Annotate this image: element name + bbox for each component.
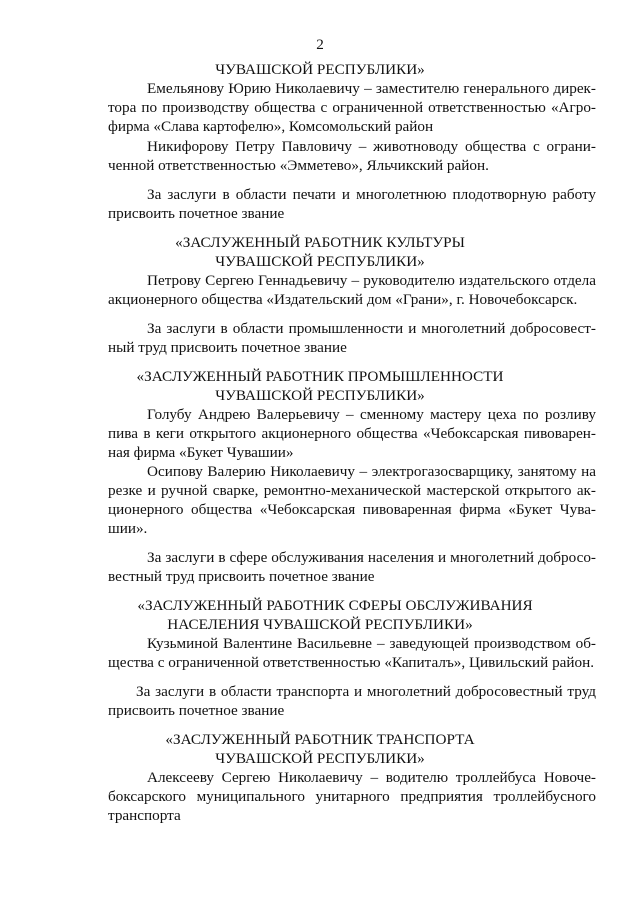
entry-line: Осипову Валерию Николаевичу – электрогазосварщику, занятому на (147, 463, 596, 480)
heading-line: ЧУВАШСКОЙ РЕСПУБЛИКИ» (215, 253, 425, 270)
intro-line: вестный труд присвоить почетное звание (108, 568, 375, 585)
heading-line: «ЗАСЛУЖЕННЫЙ РАБОТНИК СФЕРЫ ОБСЛУЖИВАНИЯ (137, 597, 533, 614)
heading-line: ЧУВАШСКОЙ РЕСПУБЛИКИ» (215, 750, 425, 767)
entry-line: транспорта (108, 807, 181, 824)
page-number: 2 (316, 36, 324, 53)
entry-line: Емельянову Юрию Николаевичу – заместителю генерального дирек- (147, 80, 596, 97)
entry-line: Никифорову Петру Павловичу – животноводу общества с ограни- (147, 138, 596, 155)
heading-line: «ЗАСЛУЖЕННЫЙ РАБОТНИК КУЛЬТУРЫ (175, 234, 465, 251)
heading-line: ЧУВАШСКОЙ РЕСПУБЛИКИ» (215, 387, 425, 404)
intro-line: За заслуги в области промышленности и многолетний добросовест- (147, 320, 596, 337)
entry-line: фирма «Слава картофелю», Комсомольский район (108, 118, 434, 135)
heading-line: ЧУВАШСКОЙ РЕСПУБЛИКИ» (215, 61, 425, 78)
heading-line: НАСЕЛЕНИЯ ЧУВАШСКОЙ РЕСПУБЛИКИ» (167, 616, 473, 633)
intro-line: ный труд присвоить почетное звание (108, 339, 347, 356)
entry-line: шии». (108, 520, 148, 537)
entry-line: щества с ограниченной ответственностью «Капиталъ», Цивильский район. (108, 654, 595, 671)
entry-line: ченной ответственностью «Эмметево», Яльчикский район. (108, 157, 489, 174)
entry-line: ная фирма «Букет Чувашии» (108, 444, 294, 461)
intro-line: За заслуги в области печати и многолетнюю плодотворную работу (147, 186, 596, 203)
entry-line: Голубу Андрею Валерьевичу – сменному мастеру цеха по розливу (147, 406, 596, 423)
entry-line: Петрову Сергею Геннадьевичу – руководителю издательского отдела (147, 272, 596, 289)
intro-line: присвоить почетное звание (108, 702, 285, 719)
intro-line: За заслуги в сфере обслуживания населения и многолетний добросо- (147, 549, 596, 566)
intro-line: За заслуги в области транспорта и многолетний добросовестный труд (136, 683, 596, 700)
heading-line: «ЗАСЛУЖЕННЫЙ РАБОТНИК ПРОМЫШЛЕННОСТИ (136, 368, 504, 385)
entry-line: Алексееву Сергею Николаевичу – водителю троллейбуса Новоче- (147, 769, 596, 786)
entry-line: тора по производству общества с ограниченной ответственностью «Агро- (108, 99, 596, 116)
entry-line: боксарского муниципального унитарного предприятия троллейбусного (108, 788, 596, 805)
entry-line: резке и ручной сварке, ремонтно-механической мастерской открытого ак- (108, 482, 596, 499)
entry-line: пива в кеги открытого акционерного общества «Чебоксарская пивоварен- (108, 425, 596, 442)
entry-line: акционерного общества «Издательский дом «Грани», г. Новочебоксарск. (108, 291, 578, 308)
entry-line: ционерного общества «Чебоксарская пивоваренная фирма «Букет Чува- (108, 501, 596, 518)
heading-line: «ЗАСЛУЖЕННЫЙ РАБОТНИК ТРАНСПОРТА (165, 731, 475, 748)
entry-line: Кузьминой Валентине Васильевне – заведующей производством об- (147, 635, 596, 652)
intro-line: присвоить почетное звание (108, 205, 285, 222)
